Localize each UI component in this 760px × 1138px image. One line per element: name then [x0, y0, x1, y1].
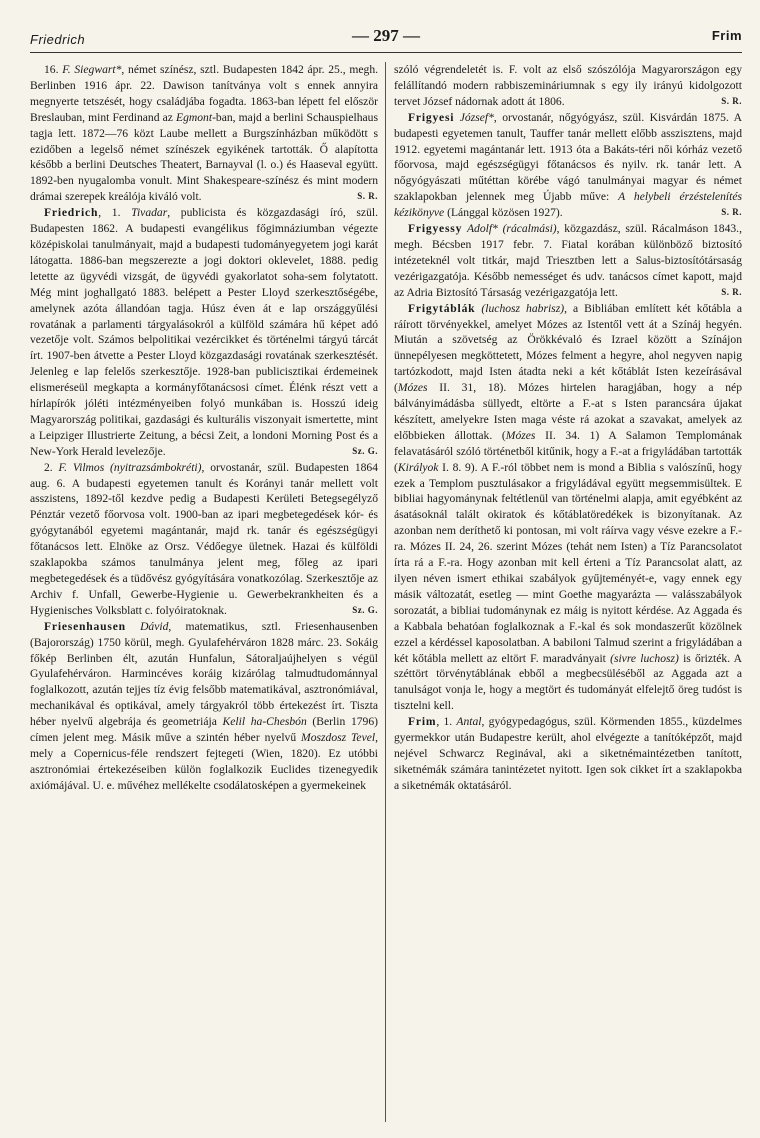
entry-headword: Frigytáblák [408, 301, 476, 315]
entry-headword: Frigyessy [408, 222, 463, 236]
entry-text: II. 34. 1) A Salamon Templomának felavatásáról szóló történetből kitűnik, hogy a F.-at a frigyládában tartották ( [394, 428, 742, 474]
italic-text: Mózes [505, 428, 536, 442]
entry-paragraph [394, 714, 742, 794]
entry-text: , orvostanár, nőgyógyász, szül. Kisvárdán 1875. A budapesti egyetemen tanult, Tauffer tanár mellett előbb asszisztens, majd 1912. egyetemi magántanár lett. 1913 óta a Bakáts-téri női kórház vezető főorvosa, majd egészségügyi főtanácsos és nyilv. rk. tanár lett. A nőgyógyászati műtéttan körébe vágó tanulmányai magyar és német szaklapokban jelennek meg Újabb műve: [394, 110, 742, 204]
text-columns [30, 62, 742, 1122]
entry-paragraph [394, 221, 742, 301]
entry-text: , orvostanár, szül. Budapesten 1864 aug. 6. A budapesti egyetemen tanult és Korányi tanár mellett volt asszistens, 1892-től kezdve pedig a Budapesti Kerületi Betegsegélyző Pénztár vezető főorvosa volt. 1900-ban az ipari megbetegedések kór- és gyógytanából egyetemi magántanár, majd rk. tanár és egészségügyi főtanácsos lett. Elnöke az Orsz. Védőegye ületnek. Hazai és külföldi szaklapokba számos tanulmánya jelent meg, főleg az ipari megbetegedések és a tüdővész gyógyítására vonatkozólag. Szerkesztője az Archiv f. Unfall, Gewerbe-Hygienie u. Gewerbekrankheiten és a Hygienisches Volksblatt c. folyóiratoknak. [30, 460, 378, 617]
author-signature: S. R. [721, 95, 742, 106]
italic-text: Egmont [175, 110, 213, 124]
entry-text: , 1. [98, 206, 132, 220]
right-column [394, 62, 742, 1122]
author-signature: Sz. G. [352, 445, 378, 456]
entry-headword: Frigyesi [408, 110, 455, 124]
entry-text [126, 620, 140, 633]
header-first-entry: Friedrich [30, 32, 86, 47]
italic-text: F. Siegwart* [62, 63, 122, 76]
entry-text: szóló végrendeletét is. F. volt az első szószólója Magyarországon egy felállítandó modern rabbiszemináriumnak s egy ily irányú kidolgozott tervet József nádornak adott át 1806. [394, 63, 742, 108]
entry-paragraph [30, 619, 378, 794]
italic-text: Moszdosz Tevel [301, 731, 376, 745]
entry-text: II. 31, 18). Mózes hirtelen haragjában, hogy a nép bálványimádásba süllyedt, eltörte a F.-at s Isten parancsára újakat készített, amelyekre Isten maga véste rá azokat a szavakat, amelyek az előbbieken állottak. ( [394, 381, 742, 442]
entry-text: , publicista és közgazdasági író, szül. Budapesten 1862. A budapesti evangélikus főgimnáziumban végezte középiskolai tanulmányait, majd a budapesti tudományegyetem jogi karát látogatta. 1886-ban megszerezte a jogi doktori oklevelet, 1888. pedig letette az ügyvédi vizsgát, de ügyvédi gyakorlatot soha-sem folytatott. Még mint joghallgató 1883. belépett a Pester Lloyd szerkesztőségébe, amelynek azóta állandóan tagja. Húsz éven át e lap országgyűlési rovatának a parlamenti tárgyalásokról a külföld számára hű képet adó vezetője volt. Számos belpolitikai vezércikket és történelmi tárgyú tárcát írt. 1907-ben átvette a Pester Lloyd közgazdasági rovatának szerkesztését. Jelenleg e lap felelős szerkesztője. 1928-ban publicisztikai érdemeinek elismeréseül megkapta a kormányfőtanácsosi címet. Élénk részt vett a hírlapírók jóléti intézményeiben folyó munkában is. Hosszú ideig Magyarország politikai, gazdasági és kulturális viszonyait ismertette, mint a Leipziger Illustrierte Zeitung, a bécsi Zeit, a londoni Morning Post és a New-York Herald levelezője. [30, 206, 378, 458]
entry-text: is őrizték. A széttört törvénytáblának ebből a megbecsüléséből az Aggada azt a tanulságot vonja le, hogy a megtört és tudományát elfelejtő öreg tudóst is tisztelni kell. [394, 651, 742, 713]
entry-text: -ban, majd a berlini Schauspielhaus tagja lett. 1872—76 közt Laube mellett a Burgszínházban működött s ezidőben a legelső német színészek egyikének tartották. Ő alapította később a berlini Deutsches Theatert, Barnayval (l. o.) és Haaseval együtt. 1892-ben nyugalomba vonult. Mint Shakespeare-színész és mint modern drámai szerepek kreálója kiváló volt. [30, 110, 378, 204]
header-last-entry: Frim [711, 28, 742, 43]
entry-text: 2. [44, 460, 59, 474]
italic-text: Királyok [397, 460, 439, 474]
entry-text: , közgazdász, szül. Rácalmáson 1843., megh. Bécsben 1917 febr. 7. Fiatal korában különböző biztosító intézeteknél volt titkár, majd Triesztben lett a Salus-biztosítótársaság vezérigazgatója. Később nemességet és udv. tanácsos címet kapott, majd az Adria Biztosító Társaság vezérigazgatója lett. [394, 222, 742, 299]
entry-text: 16. [44, 63, 63, 76]
italic-text: Mózes [397, 381, 428, 395]
italic-text: A helybeli érzéstelenítés kézikönyve [394, 190, 742, 220]
entry-paragraph [30, 460, 378, 619]
entry-text: (Berlin 1796) címen jelent meg. Másik műve a szintén héber nyelvű [30, 715, 378, 745]
author-signature: S. R. [721, 207, 742, 218]
entry-headword: Frim [408, 715, 437, 729]
entry-paragraph [394, 62, 742, 110]
italic-text: Dávid [140, 619, 169, 633]
entry-headword: Friedrich [44, 206, 99, 220]
italic-text: (sivre luchosz) [610, 651, 679, 665]
entry-text: , matematikus, sztl. Friesenhausenben (Bajorország) 1750 körül, megh. Gyulafehérváron 1828 márc. 23. Sokáig főkép Berlinben élt, azután Hunfalun, Sátoraljaújhelyen s végül Gyulafehérváron. Harmincéves koráig kizárólag talmudtudománnyal foglalkozott, azután tejjes tíz évig felsőbb matematikával, asztronómiával, mechanikával és optikával, amely tárgyakról több értekezést írt. Tiszta héber nyelvű algebrája és geometriája [30, 619, 378, 729]
author-signature: S. R. [721, 286, 742, 297]
entry-paragraph [30, 205, 378, 460]
entry-text: (Lánggal közösen 1927). [444, 206, 563, 220]
author-signature: S. R. [357, 191, 378, 202]
italic-text: Kelil ha-Chesbón [222, 715, 307, 729]
italic-text: Adolf* (rácalmási) [466, 222, 557, 236]
entry-paragraph [394, 110, 742, 221]
page-header [30, 22, 742, 53]
author-signature: Sz. G. [352, 604, 378, 615]
entry-text: , német színész, sztl. Budapesten 1842 ápr. 25., megh. Berlinben 1916 ápr. 22. Dawison tanítványa volt s ennek annyira megnyerte tetszését, hogy családjába fogadta. 1863-ban lépett fel először Breslauban, mint Ferdinand az [30, 63, 378, 124]
entry-paragraph [30, 62, 378, 205]
left-column [30, 62, 378, 1122]
entry-headword: Friesenhausen [44, 619, 126, 633]
italic-text: Antal [456, 715, 482, 729]
column-divider [385, 62, 386, 1122]
italic-text: Tivadar [131, 206, 168, 220]
page-number: — 297 — [352, 26, 420, 45]
entry-text: , gyógypedagógus, szül. Körmenden 1855., küzdelmes gyermekkor után Budapestre került, ahol elvégezte a tanítóképzőt, majd nejével Schwarcz Reginával, aki a siketnémaintézetben tanított, siketnémák számára tanintézetet nyitott. Igen sok cikket írt a szaklapokba a siketnémák oktatásáról. [394, 715, 742, 792]
entry-paragraph [394, 301, 742, 715]
italic-text: F. Vilmos (nyitrazsámbokréti) [58, 460, 202, 474]
dictionary-page [30, 22, 742, 1122]
entry-text: I. 8. 9). A F.-ról többet nem is mond a Biblia s valószínű, hogy ezek a Templom pusztulásakor a frigyládával együtt megsemmisültek. E bibliai hagyománynak feltétlenül van történelmi alapja, amit egyébként az ásatásoknál talált okiratok és kőtáblatöredékek is bizonyítanak. Az azonban nem deríthető ki pontosan, mi volt ráírva vagy vésve ezekre a F.-ra. Mózes II. 24, 26. szerint Mózes (tehát nem Isten) a Tíz Parancsolatot írta rá a F.-ra. Hogy azonban mit kell érteni a Tíz Parancsolat alatt, az ilyen néven ismert ethikai szabályok gyűjteményét-e, vagy ennek egy másik változatát, esetleg — mint Goethe magyarázta — valásszabályok sorozatát, a bibliai tudománynak ez máig is nyitott kérdése. Az Aggada és a Kabbala behatóan foglalkoznak a F.-kal és sok mondaszerűt közölnek ezzel a kérdéssel kaposolatban. A babiloni Talmud szerint a frigyládában a két kőtábla mellett az eltört F. maradványait [394, 460, 742, 665]
entry-text: , 1. [436, 715, 457, 729]
entry-text: , mely a Copernicus-féle rendszert fejtegeti (Wien, 1820). Ez utóbbi asztronómiai értekezéseiben külön foglalkozik Euclides tizenegyedik axiómájával. U. e. művéhez mellékelte csodálatosképen a gyermekeinek [30, 731, 378, 792]
italic-text: (luchosz habrisz) [481, 301, 565, 315]
italic-text: József* [459, 110, 494, 124]
entry-text: , a Bibliában említett két kőtábla a ráírott törvényekkel, amelyet Mózes az Istentől vett át a Színáj hegyén. Miután a szövetség az Örökkévaló és Izrael között a Színájon ünnepélyesen megköttetett, Mózes felment a hegyre, ahol negyven napig tartózkodott, majd Isten átadta neki a két kőtáblát Isten kezeírásával ( [394, 301, 742, 395]
